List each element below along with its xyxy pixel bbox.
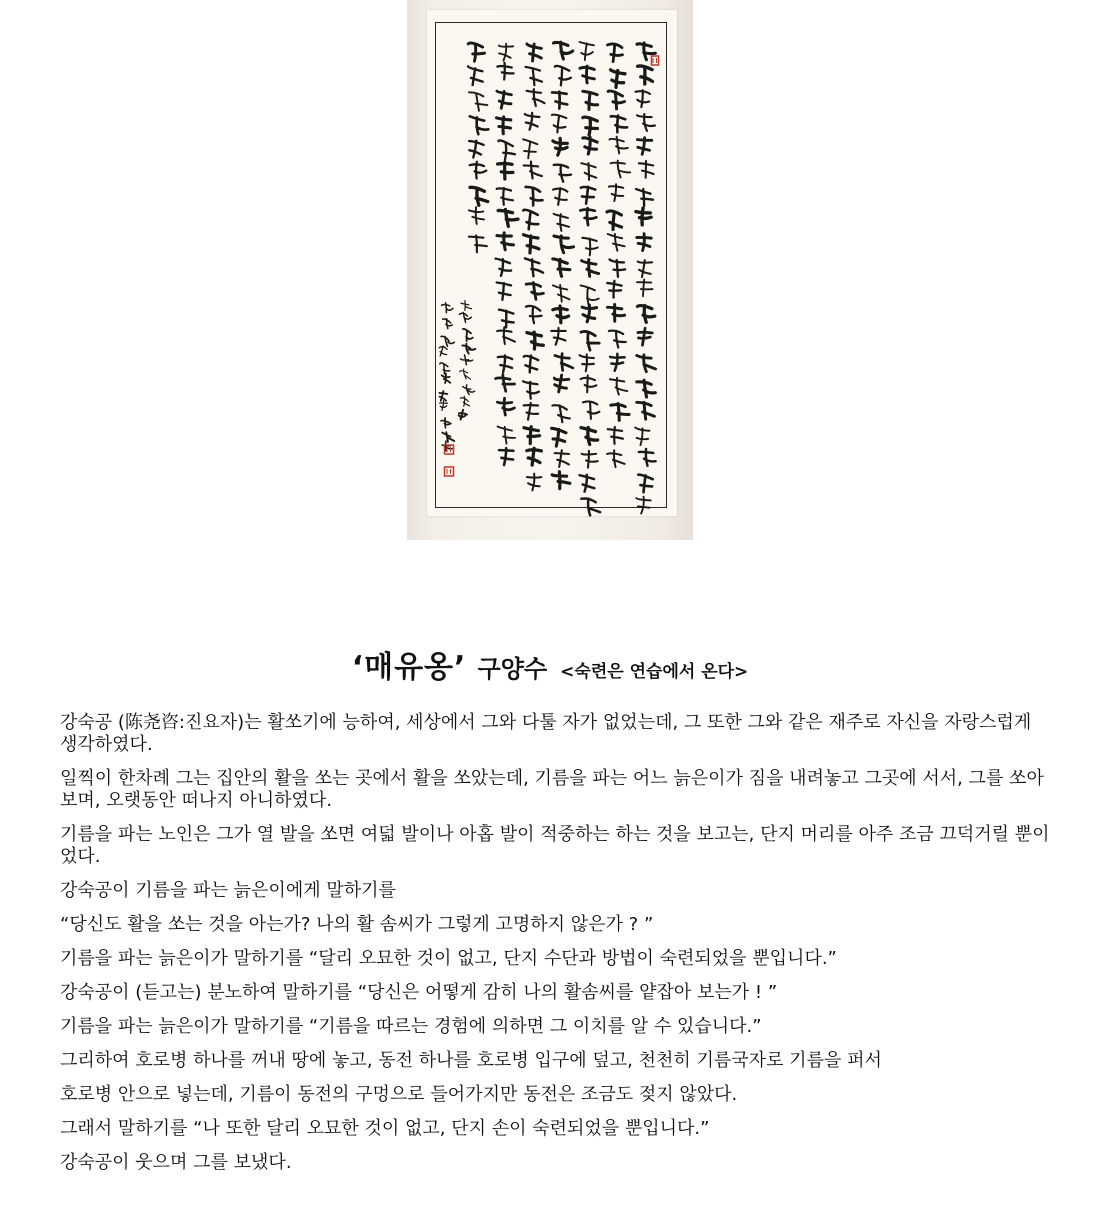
brush-stroke bbox=[636, 208, 651, 225]
brush-stroke bbox=[607, 211, 622, 230]
brush-stroke bbox=[580, 475, 595, 492]
brush-stroke bbox=[497, 63, 513, 80]
brush-stroke bbox=[555, 354, 573, 371]
brush-stroke bbox=[581, 163, 596, 180]
brush-stroke bbox=[461, 301, 472, 311]
brush-stroke bbox=[555, 66, 571, 86]
brush-stroke bbox=[553, 42, 572, 59]
brush-stroke bbox=[498, 140, 515, 160]
brush-stroke bbox=[469, 141, 483, 158]
brush-stroke bbox=[497, 91, 511, 108]
brush-stroke bbox=[526, 283, 543, 300]
story-paragraph: 그래서 말하기를 “나 또한 달리 오묘한 것이 없고, 단지 손이 숙련되었을 뿐입니다.” bbox=[60, 1118, 710, 1139]
brush-stroke bbox=[552, 92, 567, 109]
brush-stroke bbox=[555, 450, 569, 467]
brush-stroke bbox=[524, 427, 540, 444]
brush-stroke bbox=[497, 327, 515, 344]
brush-stroke bbox=[497, 282, 511, 299]
brush-stroke bbox=[524, 356, 538, 373]
page-title bbox=[0, 642, 1100, 686]
brush-stroke bbox=[637, 355, 656, 372]
story-paragraph: 기름을 파는 늙은이가 말하기를 “기름을 따르는 경험에 의하면 그 이치를 알 수 있습니다.” bbox=[60, 1016, 762, 1037]
brush-stroke bbox=[608, 91, 624, 109]
brush-stroke bbox=[583, 91, 598, 109]
brush-stroke bbox=[581, 285, 599, 305]
brush-stroke bbox=[523, 381, 539, 398]
brush-stroke bbox=[553, 306, 569, 323]
brush-stroke bbox=[526, 187, 543, 206]
brush-stroke bbox=[636, 189, 653, 206]
brush-stroke bbox=[607, 281, 621, 298]
author-name: 구양수 bbox=[477, 655, 548, 683]
brush-stroke bbox=[553, 188, 567, 205]
brush-stroke bbox=[582, 451, 598, 468]
brush-stroke bbox=[525, 113, 539, 130]
brush-stroke bbox=[524, 235, 539, 253]
brush-stroke bbox=[637, 305, 654, 322]
brush-stroke bbox=[554, 214, 569, 231]
brush-stroke bbox=[582, 305, 596, 322]
brush-stroke bbox=[496, 259, 512, 276]
brush-stroke bbox=[580, 66, 594, 83]
brush-stroke bbox=[609, 137, 627, 154]
brush-stroke bbox=[496, 374, 515, 391]
brush-stroke bbox=[609, 331, 626, 348]
brush-stroke bbox=[499, 44, 513, 61]
brush-stroke bbox=[611, 161, 631, 178]
brush-stroke bbox=[527, 89, 545, 106]
brush-stroke bbox=[552, 115, 566, 133]
brush-stroke bbox=[525, 258, 543, 276]
brush-stroke bbox=[608, 234, 625, 251]
brush-stroke bbox=[460, 396, 469, 406]
brush-stroke bbox=[497, 188, 513, 205]
brush-stroke bbox=[526, 306, 542, 323]
brush-stroke bbox=[439, 346, 447, 356]
brush-stroke bbox=[583, 117, 598, 135]
brush-stroke bbox=[526, 67, 542, 85]
story-paragraph: 강숙공이 웃으며 그를 보냈다. bbox=[60, 1152, 292, 1173]
brush-stroke bbox=[527, 332, 543, 349]
brush-stroke bbox=[459, 410, 467, 420]
brush-stroke bbox=[583, 401, 600, 418]
brush-stroke bbox=[442, 303, 453, 313]
brush-stroke bbox=[524, 403, 539, 420]
brush-stroke bbox=[582, 260, 599, 277]
brush-stroke bbox=[639, 161, 654, 178]
brush-stroke bbox=[636, 497, 650, 514]
story-paragraph: 일찍이 한차례 그는 집안의 활을 쏘는 곳에서 활을 쏘았는데, 기름을 파는 어느 늙은이가 짐을 내려놓고 그곳에 서서, 그를 쏘아보며, 오랫동안 떠나지 아니하였다. bbox=[60, 768, 1044, 811]
brush-stroke bbox=[608, 427, 623, 444]
brush-stroke bbox=[441, 418, 451, 428]
brush-stroke bbox=[610, 259, 626, 276]
calligraphy-scroll-image bbox=[407, 0, 693, 540]
brush-stroke bbox=[468, 66, 483, 85]
story-paragraph: 그리하여 호로병 하나를 꺼내 땅에 놓고, 동전 하나를 호로병 입구에 덮고, 천천히 기름국자로 기름을 퍼서 bbox=[60, 1050, 882, 1071]
brush-stroke bbox=[462, 344, 475, 354]
story-paragraph: 기름을 파는 노인은 그가 열 발을 쏘면 여덟 발이나 아홉 발이 적중하는 하는 것을 보고는, 단지 머리를 아주 조금 끄덕거릴 뿐이었다. bbox=[60, 824, 1050, 867]
brush-stroke bbox=[580, 42, 594, 60]
brush-stroke bbox=[554, 165, 571, 182]
brush-stroke bbox=[463, 385, 475, 395]
brush-stroke bbox=[608, 44, 623, 62]
subtitle-text: <숙련은 연습에서 온다> bbox=[560, 662, 749, 682]
brush-stroke bbox=[551, 328, 565, 345]
story-paragraph: “당신도 활을 쏘는 것을 아는가? 나의 활 솜씨가 그렇게 고명하지 않은가 ? ” bbox=[60, 914, 654, 935]
brush-stroke bbox=[440, 401, 448, 411]
brush-stroke bbox=[553, 259, 570, 276]
brush-stroke bbox=[460, 369, 471, 379]
brush-stroke bbox=[635, 90, 649, 107]
brush-stroke bbox=[469, 207, 484, 224]
story-paragraph: 강숙공 (陈尧咨:진요자)는 활쏘기에 능하여, 세상에서 그와 다툴 자가 없었는데, 그 또한 그와 같은 재주로 자신을 자랑스럽게 생각하였다. bbox=[60, 712, 1032, 755]
brush-stroke bbox=[460, 355, 472, 365]
brush-stroke bbox=[581, 187, 595, 204]
calligraphy-strokes bbox=[407, 0, 693, 540]
brush-stroke bbox=[553, 285, 570, 302]
title-text: ‘매유옹’ bbox=[351, 650, 467, 685]
seal-mark bbox=[653, 58, 657, 63]
brush-stroke bbox=[527, 474, 541, 491]
brush-stroke bbox=[639, 449, 656, 466]
brush-stroke bbox=[637, 138, 651, 155]
story-paragraph: 강숙공이 기름을 파는 늙은이에게 말하기를 bbox=[60, 880, 396, 901]
brush-stroke bbox=[470, 116, 488, 134]
brush-stroke bbox=[469, 235, 487, 252]
brush-stroke bbox=[581, 331, 599, 350]
brush-stroke bbox=[498, 210, 518, 227]
brush-stroke bbox=[610, 378, 627, 395]
brush-stroke bbox=[609, 184, 623, 201]
brush-stroke bbox=[635, 427, 649, 445]
brush-stroke bbox=[637, 114, 655, 131]
brush-stroke bbox=[581, 498, 600, 515]
brush-stroke bbox=[611, 70, 625, 88]
brush-stroke bbox=[470, 162, 487, 179]
brush-stroke bbox=[498, 426, 515, 443]
brush-stroke bbox=[583, 137, 597, 154]
brush-stroke bbox=[579, 354, 593, 371]
brush-stroke bbox=[637, 234, 651, 251]
brush-stroke bbox=[498, 162, 513, 179]
brush-stroke bbox=[442, 373, 451, 383]
brush-stroke bbox=[610, 354, 624, 371]
brush-stroke bbox=[442, 432, 454, 442]
brush-stroke bbox=[440, 363, 450, 374]
brush-stroke bbox=[498, 355, 512, 372]
brush-stroke bbox=[637, 43, 655, 60]
brush-stroke bbox=[527, 448, 541, 465]
brush-stroke bbox=[552, 428, 566, 446]
brush-stroke bbox=[470, 187, 488, 205]
brush-stroke bbox=[637, 402, 655, 419]
brush-stroke bbox=[459, 313, 471, 323]
brush-stroke bbox=[552, 405, 569, 422]
brush-stroke bbox=[582, 238, 597, 256]
brush-stroke bbox=[443, 319, 453, 329]
brush-stroke bbox=[581, 428, 598, 445]
brush-stroke bbox=[497, 233, 513, 250]
brush-stroke bbox=[499, 310, 514, 328]
brush-stroke bbox=[523, 210, 538, 230]
story-paragraph: 기름을 파는 늙은이가 말하기를 “달리 오묘한 것이 없고, 단지 수단과 방법이 숙련되었을 뿐입니다.” bbox=[60, 948, 837, 969]
brush-stroke bbox=[469, 92, 487, 110]
brush-stroke bbox=[439, 391, 447, 401]
brush-stroke bbox=[581, 375, 597, 392]
story-paragraph: 호로병 안으로 넣는데, 기름이 동전의 구멍으로 들어가지만 동전은 조금도 젖지 않았다. bbox=[60, 1084, 738, 1105]
brush-stroke bbox=[441, 336, 454, 346]
brush-stroke bbox=[523, 139, 537, 158]
red-seal-stamp bbox=[445, 467, 454, 476]
brush-stroke bbox=[638, 66, 653, 84]
brush-stroke bbox=[468, 43, 484, 61]
brush-stroke bbox=[611, 404, 629, 421]
seal-mark bbox=[447, 469, 451, 474]
brush-stroke bbox=[554, 375, 568, 392]
brush-stroke bbox=[497, 398, 514, 415]
brush-stroke bbox=[499, 448, 513, 465]
brush-stroke bbox=[463, 329, 473, 341]
brush-stroke bbox=[552, 472, 570, 489]
brush-stroke bbox=[496, 117, 510, 134]
brush-stroke bbox=[638, 260, 652, 277]
brush-stroke bbox=[553, 138, 567, 155]
brush-stroke bbox=[607, 450, 625, 467]
brush-stroke bbox=[527, 44, 541, 61]
brush-stroke bbox=[580, 208, 596, 225]
brush-stroke bbox=[637, 380, 656, 397]
story-text bbox=[60, 712, 1050, 1186]
brush-stroke bbox=[638, 475, 652, 493]
brush-stroke bbox=[554, 236, 574, 253]
brush-stroke bbox=[524, 162, 542, 179]
story-paragraph: 강숙공이 (듣고는) 분노하여 말하기를 “당신은 어떻게 감히 나의 활솜씨를 얕잡아 보는가 ! ” bbox=[60, 982, 778, 1003]
brush-stroke bbox=[637, 279, 653, 296]
brush-stroke bbox=[638, 328, 652, 345]
brush-stroke bbox=[611, 116, 627, 133]
brush-stroke bbox=[607, 304, 624, 321]
